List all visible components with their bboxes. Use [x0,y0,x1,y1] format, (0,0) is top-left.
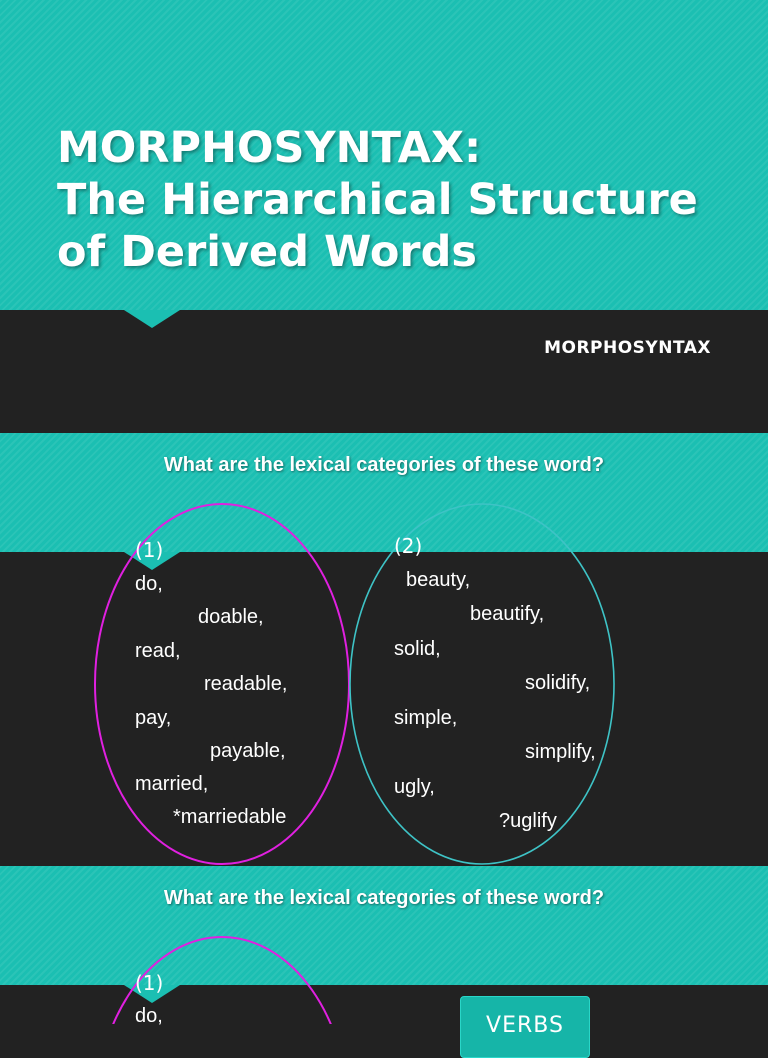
slide3-header [0,866,768,985]
slide3-group1-number: (1) [135,971,164,995]
group2-word: ugly, [394,776,435,798]
group1-word: *marriedable [173,806,287,828]
group2-word: solidify, [525,672,591,694]
group1-word: married, [135,773,209,795]
slide3-body [0,985,768,1024]
title-line-2: The Hierarchical Structure [57,175,698,225]
group2-word: simple, [394,707,458,729]
group1-number: (1) [135,538,164,562]
group2-word: simplify, [525,741,596,763]
group1-word: do, [135,573,163,595]
group2-word: solid, [394,638,441,660]
verbs-category-box [460,996,590,1058]
group1-word: doable, [198,606,264,628]
group2-number: (2) [394,534,423,558]
group2-word: beauty, [406,569,471,591]
group1-word: readable, [204,673,288,695]
slide3-question: What are the lexical categories of these word? [163,887,605,909]
slide3-group1-word: do, [135,1005,163,1027]
group2-word: ?uglify [499,810,557,832]
group1-word: payable, [210,740,286,762]
verbs-label: VERBS [486,1013,564,1038]
slide-subtitle: MORPHOSYNTAX [544,338,711,358]
group1-word: pay, [135,707,172,729]
title-line-1: MORPHOSYNTAX: [57,123,482,173]
title-line-3: of Derived Words [57,227,477,277]
slide2-question: What are the lexical categories of these word? [163,454,605,476]
group2-word: beautify, [470,603,545,625]
group1-word: read, [135,640,181,662]
